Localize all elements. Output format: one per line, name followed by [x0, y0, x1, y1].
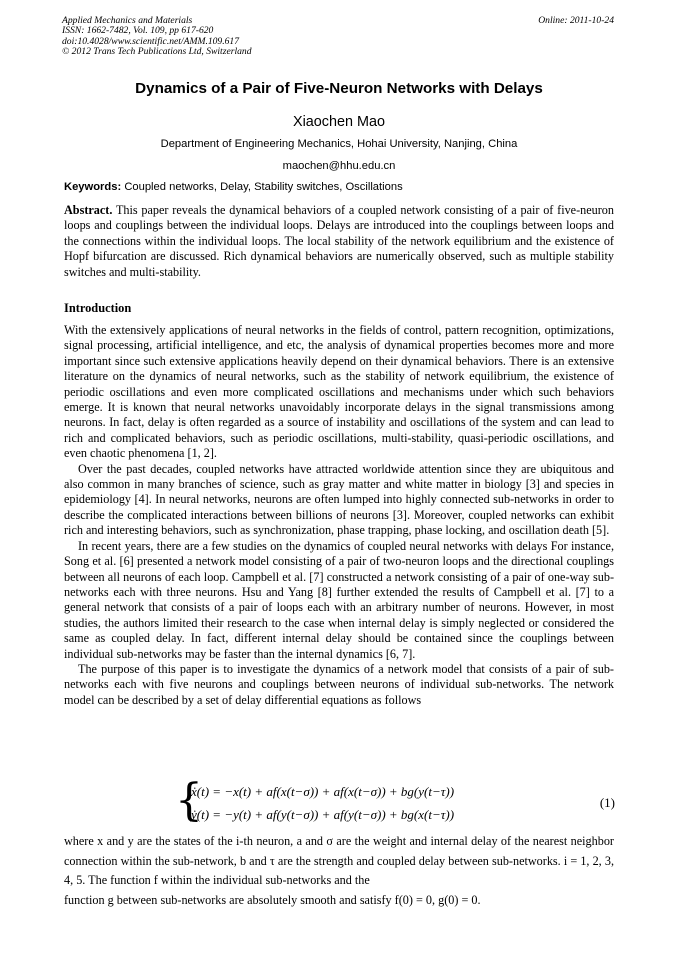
paragraph: In recent years, there are a few studies on the dynamics of coupled neural networks with delays For instance, Song et al. [6] presented a network model consisting of a pair of two-neuron loops and the directional couplings between all neurons of each loop. Campbell et al. [7] constructed a network consisting of a pair of one-way sub-networks each with three neurons. Hsu and Yang [8] further extended the results of Campbell et al. [7] to a general network that consists of a pair of loops each with an arbitrary number of neurons. However, in most studies, the authors limited their research to the case when internal delay is simply neglected or considered the same as coupled delay. In fact, different internal delay should be contained since the couplings between individual sub-networks may be faster than the internal dynamics [6, 7]. [64, 538, 614, 661]
equation-line-x: ẋ(t) = −x(t) + af(x(t−σ)) + af(x(t−σ)) + bg(y(t−τ)) [191, 784, 455, 799]
author-name: Xiaochen Mao [292, 114, 385, 130]
paragraph: function g between sub-networks are absolutely smooth and satisfy f(0) = 0, g(0) = 0. [64, 892, 481, 907]
author-email[interactable]: maochen@hhu.edu.cn [282, 160, 396, 172]
online-date: Online: 2011-10-24 [538, 15, 614, 26]
introduction-body [64, 323, 614, 708]
doi-line[interactable]: doi:10.4028/www.scientific.net/AMM.109.617 [62, 35, 240, 47]
equation-line-y: ẏ(t) = −y(t) + af(y(t−σ)) + af(y(t−σ)) + bg(x(t−τ)) [191, 807, 455, 822]
copyright-line: © 2012 Trans Tech Publications Ltd, Switzerland [62, 46, 252, 58]
paragraph: With the extensively applications of neural networks in the fields of control, pattern recognition, optimizations, signal processing, artificial intelligence, and etc, the analysis of dynamical properties becomes more and more important since such extensive applications heavily depend on their dynamical behaviors. There is an extensive literature on the dynamics of neural networks, such as the stability of network equilibrium, the existence of periodic oscillations and even more complicated oscillations and mechanisms under which such behaviors emerge. It is known that neural networks unavoidably incorporate delays in the signal transmissions among neurons. In fact, delay is often regarded as a source of instability and oscillations of the system and can lead to rich and complicated behaviors, such as periodic oscillations, multi-stability, quasi-periodic oscillations, and even chaotic phenomena [1, 2]. [64, 323, 614, 461]
issn-line: ISSN: 1662-7482, Vol. 109, pp 617-620 [62, 25, 214, 37]
keywords-text: Coupled networks, Delay, Stability switches, Oscillations [124, 181, 403, 193]
equation-brace: { [175, 775, 203, 826]
abstract-text: This paper reveals the dynamical behaviors of a coupled network consisting of a pair of five-neuron loops and couplings between the individual loops. Delays are introduced into the couplings between loops and the connections within the individual loops. The local stability of the network equilibrium and the existence of Hopf bifurcation are discussed. Rich dynamical behaviors are numerically observed, such as multiple stability switches and multi-stability. [64, 203, 614, 279]
equation-number: (1) [599, 795, 615, 810]
section-heading-introduction: Introduction [64, 301, 132, 315]
keywords-label: Keywords: [64, 181, 122, 193]
affiliation: Department of Engineering Mechanics, Hohai University, Nanjing, China [160, 138, 518, 150]
paragraph: Over the past decades, coupled networks have attracted worldwide attention since they are ubiquitous and also common in many branches of science, such as gray matter and white matter in biology [3] and species in epidemiology [4]. In neural networks, neurons are often lumped into highly connected sub-networks in order to describe the complicated interactions between billions of neurons [3]. Moreover, coupled networks can exhibit rich and interesting behaviors, such as synchronization, phase trapping, phase locking, and oscillation death [5]. [64, 461, 614, 538]
post-equation-text [64, 832, 614, 910]
abstract [64, 203, 614, 280]
keywords [64, 181, 624, 193]
equation-1 [175, 775, 615, 830]
abstract-label: Abstract. [64, 203, 113, 217]
paragraph: The purpose of this paper is to investigate the dynamics of a network model that consists of a pair of sub-networks each with five neurons and couplings between neurons of individual sub-networks. The network model can be described by a set of delay differential equations as follows [64, 661, 614, 707]
journal-header [62, 16, 614, 58]
paper-title: Dynamics of a Pair of Five-Neuron Networks with Delays [135, 80, 543, 97]
journal-name: Applied Mechanics and Materials [62, 15, 193, 26]
paragraph: where x and y are the states of the i-th neuron, a and σ are the weight and internal delay of the nearest neighbor connection within the sub-network, b and τ are the strength and coupled delay between sub-networks. i = 1, 2, 3, 4, 5. The function f within the individual sub-networks and the [64, 834, 614, 887]
